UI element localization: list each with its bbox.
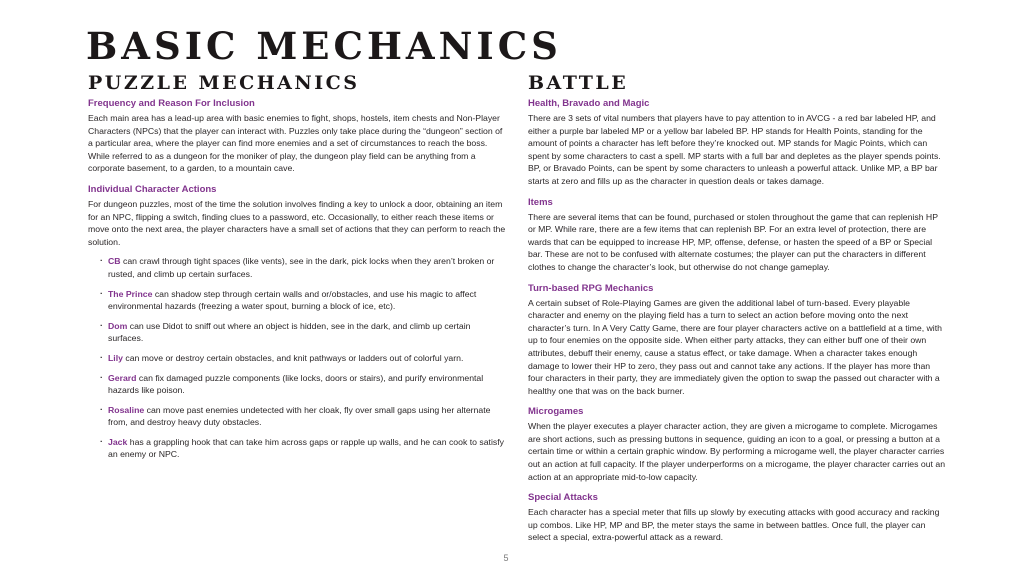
bullet-text: can fix damaged puzzle components (like locks, doors or stairs), and purify environmental hazards like poison. [108, 372, 484, 396]
paragraph: Each character has a special meter that fills up slowly by executing attacks with good accuracy and racking up combos. Like HP, MP and BP, the meter stays the same in between battles. Once full, the player can select a special, extra-powerful attack as a reward. [528, 507, 940, 543]
column-heading-battle: BATTLE [528, 72, 629, 94]
bullet-text: can shadow step through certain walls and or/obstacles, and use his magic to affect environmental hazards (freezing a water spout, burning a block of ice, etc). [108, 288, 477, 312]
column-heading-puzzle-mechanics: PUZZLE MECHANICS [88, 72, 360, 94]
character-name: Rosaline [108, 404, 145, 415]
paragraph: There are 3 sets of vital numbers that players have to pay attention to in AVCG - a red bar labeled HP, and either a purple bar labeled MP or a yellow bar labeled BP. HP stands for Health Points, standing for the amount of points a character has left before they’re knocked out. MP stands for Magic Points, which can spent by some characters to cast a spell. MP starts with a full bar and depletes as the player spends points. BP, or Bravado Points, can be spent by some characters to unleash a powerful attack. Unlike MP, a BP bar starts at zero and fills up as the character in question deals or takes damage. [528, 113, 941, 186]
bullet-marker-icon: · [100, 435, 103, 446]
bullet-marker-icon: · [100, 351, 103, 362]
section [88, 98, 506, 175]
section-subheading: Frequency and Reason For Inclusion [88, 98, 255, 109]
bullet-list [88, 255, 506, 461]
bullet-marker-icon: · [100, 319, 103, 330]
bullet-item [100, 288, 506, 313]
section-subheading: Individual Character Actions [88, 183, 217, 195]
page-number: 5 [503, 553, 509, 563]
bullet-text: can crawl through tight spaces (like vents), see in the dark, pick locks when they aren’t broken or rusted, and climb up certain surfaces. [108, 256, 495, 279]
section-subheading: Health, Bravado and Magic [528, 98, 650, 109]
bullet-item [100, 320, 506, 345]
character-name: Dom [108, 320, 128, 331]
bullet-text: has a grappling hook that can take him across gaps or rapple up walls, and he can cook to satisfy an enemy or NPC. [108, 436, 505, 460]
character-name: Gerard [108, 372, 137, 383]
paragraph: Each main area has a lead-up area with basic enemies to fight, shops, hostels, item chests and Non-Player Characters (NPCs) that the player can interact with. Puzzles only take place during the “dungeon” section of a particular area, where the player can find more enemies and a set of circumstances to reach the boss. While referred to as a dungeon for the moniker of play, the dungeon play field can be anything from a corporate basement, to a garden, to a mountain cave. [88, 113, 503, 174]
section [528, 492, 946, 544]
section-subheading: Turn-based RPG Mechanics [528, 282, 654, 294]
bullet-text: can move or destroy certain obstacles, and knit pathways or ladders out of colorful yarn. [122, 352, 464, 363]
columns-container [88, 72, 946, 544]
bullet-text: can use Didot to sniff out where an object is hidden, see in the dark, and climb up certain surfaces. [108, 320, 471, 344]
paragraph: When the player executes a player character action, they are given a microgame to complete. Microgames are short actions, such as pressing buttons in sequence, guiding an icon to a goal, or pressing a button at a certain time or within a certain graphic window. By performing a microgame well, the player character carries out an action at full capacity. If the player underperforms on a microgame, the player character carries out an action at an appropriate mid-to-low capacity. [528, 421, 946, 482]
bullet-item [100, 255, 506, 280]
character-name: Jack [108, 436, 128, 447]
section [528, 283, 946, 398]
paragraph: There are several items that can be found, purchased or stolen throughout the game that can replenish HP or MP. While rare, there are a few items that can replenish BP. For an extra level of protection, there are wards that can be equipped to increase HP, MP, offense, defense, or hasten the speed of a BP or Special bar. These are not to be confused with alternate costumes; the player can put the characters in different clothes to change the character’s look, but otherwise do not change gameplay. [528, 211, 938, 272]
bullet-marker-icon: · [100, 255, 103, 266]
page-title: BASIC MECHANICS [86, 24, 562, 68]
section-subheading: Microgames [528, 406, 584, 418]
section [528, 98, 946, 188]
bullet-text: can move past enemies undetected with her cloak, fly over small gaps using her alternate from, and destroy heavy duty obstacles. [108, 404, 491, 428]
section [528, 197, 946, 274]
section [528, 406, 946, 483]
bullet-item [100, 352, 506, 365]
bullet-item [100, 404, 506, 429]
character-name: Lily [108, 352, 123, 363]
section [88, 184, 506, 461]
section-subheading: Special Attacks [528, 492, 598, 504]
bullet-marker-icon: · [100, 371, 103, 382]
column-puzzle-mechanics [88, 72, 506, 544]
section-subheading: Items [528, 196, 553, 208]
bullet-marker-icon: · [100, 287, 103, 298]
column-battle [528, 72, 946, 544]
character-name: The Prince [108, 288, 153, 299]
character-name: CB [108, 256, 121, 267]
bullet-item [100, 436, 506, 461]
bullet-item [100, 372, 506, 397]
paragraph: For dungeon puzzles, most of the time the solution involves finding a key to unlock a door, obtaining an item for an NPC, flipping a switch, finding clues to a password, etc. Occasionally, to either reach these items or move onto the next area, the player characters have a small set of actions that they can perform to reach the solution. [88, 198, 506, 247]
bullet-marker-icon: · [100, 403, 103, 414]
paragraph: A certain subset of Role-Playing Games are given the additional label of turn-based. Every playable character and enemy on the playing field has a turn to select an action before moving onto the next character’s turn. In A Very Catty Game, there are four player characters active on a battlefield at a time, with up to four enemies on the opposite side. When either party attacks, they can either buff one of their own attributes, debuff their enemy, cause a status effect, or take damage. When a character takes enough damage to lower their HP to zero, they pass out and cannot take any actions. If the player has more than four characters in their party, they are immediately given the option to swap the passed out character with a healthy one that was on the back burner. [528, 297, 942, 396]
